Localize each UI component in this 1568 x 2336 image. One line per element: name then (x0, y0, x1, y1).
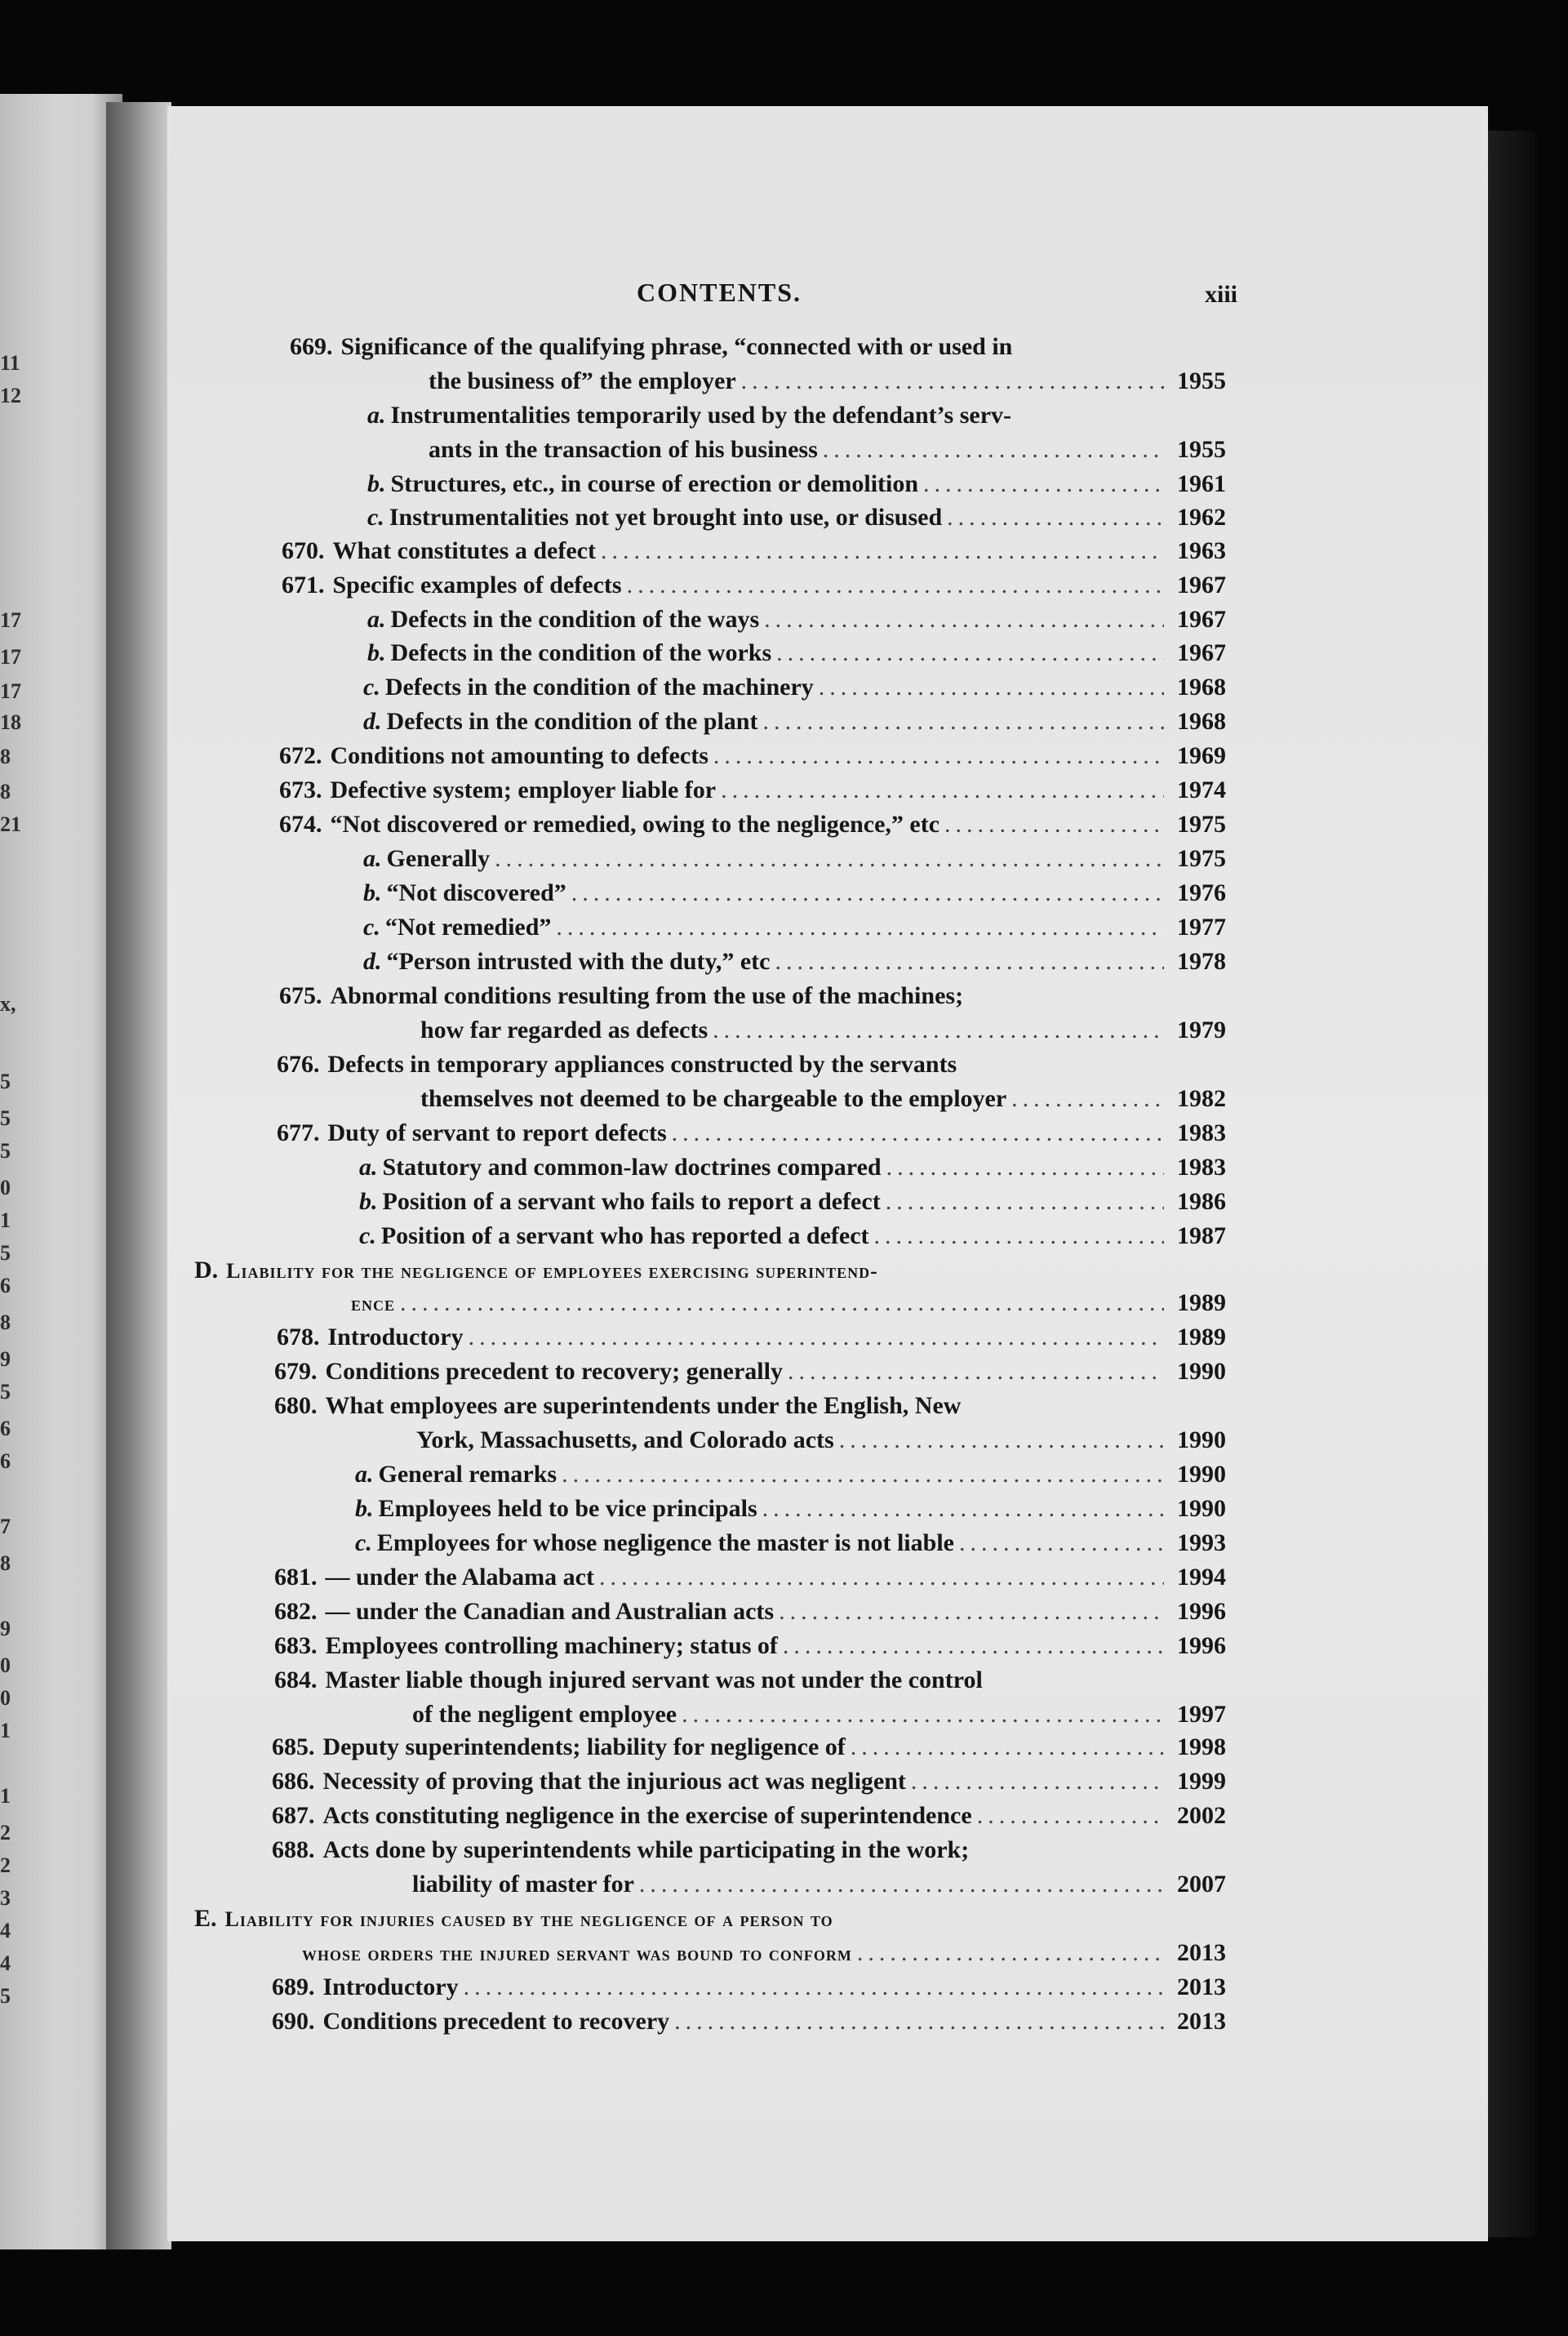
entry-title: Generally (386, 845, 491, 872)
margin-fragment: 5 (0, 1106, 11, 1130)
entry-title: What employees are superintendents under the English, New (325, 1392, 962, 1419)
subsection-letter: c. (363, 914, 380, 941)
margin-fragment: 3 (0, 1886, 11, 1910)
section-number: 678. (277, 1324, 320, 1350)
page-reference: 1976 (1177, 879, 1226, 906)
entry-title: What constitutes a defect (332, 537, 596, 564)
page-reference: 1999 (1177, 1768, 1226, 1795)
entry-title: ants in the transaction of his business (429, 436, 818, 463)
entry-title: Conditions precedent to recovery (322, 2008, 670, 2035)
dot-leader (495, 843, 1164, 875)
toc-entry (279, 740, 1226, 772)
page-reference: 1990 (1177, 1358, 1226, 1385)
dot-leader (874, 1220, 1164, 1253)
page-reference: 1996 (1177, 1632, 1226, 1659)
dot-leader (911, 1765, 1164, 1798)
page-header (0, 278, 1568, 314)
page-reference: 1967 (1177, 572, 1226, 598)
toc-entry (363, 843, 1226, 875)
section-number: 685. (272, 1733, 315, 1760)
toc-entry (416, 1424, 1226, 1457)
entry-title: Position of a servant who fails to report a defect (382, 1188, 881, 1215)
entry-title: Conditions not amounting to defects (330, 742, 708, 769)
subsection-letter: b. (367, 639, 386, 666)
margin-fragment: 5 (0, 1070, 11, 1093)
dot-leader (823, 434, 1164, 466)
entry-title: Employees held to be vice principals (378, 1495, 757, 1522)
entry-title: how far regarded as defects (420, 1017, 708, 1043)
toc-entry (274, 1390, 1226, 1422)
toc-entry (282, 569, 1226, 602)
section-number: 681. (274, 1564, 318, 1591)
toc-entry (272, 1834, 1226, 1867)
entry-title: Structures, etc., in course of erection or demolition (390, 470, 919, 497)
dot-leader (762, 1493, 1164, 1525)
section-number: 670. (282, 537, 325, 564)
dot-leader (923, 468, 1164, 501)
page-reference: 1983 (1177, 1119, 1226, 1146)
toc-entry (272, 1731, 1226, 1764)
margin-fragment: 2 (0, 1853, 11, 1877)
dot-leader (857, 1937, 1164, 1969)
toc-entry (274, 1630, 1226, 1662)
entry-title: York, Massachusetts, and Colorado acts (416, 1426, 834, 1453)
dot-leader (469, 1321, 1164, 1354)
toc-entry (355, 1458, 1226, 1491)
entry-title: Acts constituting negligence in the exercise of superintendence (322, 1802, 972, 1829)
toc-entry (363, 911, 1226, 944)
toc-entry (282, 535, 1226, 567)
margin-fragment: 8 (0, 1551, 11, 1575)
subsection-letter: b. (355, 1495, 374, 1522)
entry-title: Statutory and common-law doctrines compared (382, 1154, 882, 1181)
section-number: 683. (274, 1632, 318, 1659)
page-reference: 1990 (1177, 1461, 1226, 1488)
subsection-letter: b. (359, 1188, 378, 1215)
margin-fragment: 1 (0, 1784, 11, 1808)
section-number: 684. (274, 1666, 318, 1693)
section-number: 686. (272, 1768, 315, 1795)
toc-entry (359, 1186, 1226, 1218)
toc-entry (194, 1902, 1226, 1935)
dot-leader (959, 1527, 1164, 1560)
toc-entry (277, 1321, 1226, 1354)
dot-leader (775, 946, 1164, 978)
subsection-letter: c. (363, 674, 380, 701)
margin-fragment: 5 (0, 1139, 11, 1163)
dot-leader (944, 808, 1164, 841)
dot-leader (851, 1731, 1164, 1764)
entry-title: Instrumentalities not yet brought into use, or disused (389, 504, 943, 531)
dot-leader (783, 1630, 1164, 1662)
entry-title: Specific examples of defects (332, 572, 622, 598)
dot-leader (627, 569, 1164, 602)
page-reference: 2007 (1177, 1871, 1226, 1898)
entry-title: liability of master for (412, 1871, 634, 1898)
page-reference: 1994 (1177, 1564, 1226, 1591)
margin-fragment: 0 (0, 1686, 11, 1710)
dot-leader (556, 911, 1164, 944)
dot-leader (713, 740, 1164, 772)
dot-leader (571, 877, 1164, 910)
entry-title: “Person intrusted with the duty,” etc (386, 948, 771, 975)
margin-fragment: 17 (0, 645, 21, 669)
dot-leader (762, 705, 1164, 738)
margin-fragment: 8 (0, 1310, 11, 1334)
subsection-letter: c. (359, 1222, 376, 1249)
entry-title: Duty of servant to report defects (327, 1119, 667, 1146)
margin-fragment: 21 (0, 812, 21, 836)
entry-title: Defects in the condition of the machinery (384, 674, 814, 701)
toc-entry (351, 1287, 1226, 1319)
page-reference: 1989 (1177, 1289, 1226, 1316)
dot-leader (599, 1561, 1164, 1594)
page-reference: 1968 (1177, 708, 1226, 735)
section-letter: D. (194, 1257, 219, 1284)
page-reference: 1989 (1177, 1324, 1226, 1350)
toc-entry (367, 399, 1226, 432)
margin-fragment: 5 (0, 1984, 11, 2008)
dot-leader (682, 1698, 1164, 1731)
dot-leader (741, 365, 1164, 398)
subsection-letter: b. (363, 879, 382, 906)
entry-title: Introductory (327, 1324, 464, 1350)
toc-entry (272, 1971, 1226, 2004)
toc-entry (367, 637, 1226, 670)
margin-fragment: 9 (0, 1617, 11, 1640)
entry-title: the business of” the employer (429, 367, 736, 394)
section-number: 676. (277, 1051, 320, 1078)
section-number: 669. (290, 333, 333, 360)
page-reference: 1955 (1177, 367, 1226, 394)
toc-entry (363, 877, 1226, 910)
section-number: 680. (274, 1392, 318, 1419)
entry-title: Defective system; employer liable for (330, 776, 717, 803)
margin-fragment: 5 (0, 1241, 11, 1265)
page-reference: 1962 (1177, 504, 1226, 531)
entry-title: of the negligent employee (412, 1701, 677, 1728)
toc-entry (355, 1527, 1226, 1560)
toc-entry (302, 1937, 1226, 1969)
entry-title: Acts done by superintendents while participating in the work; (322, 1836, 970, 1863)
page-title: CONTENTS. (637, 278, 802, 307)
entry-title: Defects in the condition of the works (390, 639, 772, 666)
toc-entry (274, 1664, 1226, 1697)
page-reference: 1990 (1177, 1426, 1226, 1453)
entry-title: Position of a servant who has reported a defect (380, 1222, 869, 1249)
dot-leader (639, 1868, 1164, 1901)
page-number: xiii (1205, 281, 1238, 308)
margin-fragment: 1 (0, 1208, 11, 1232)
entry-title: General remarks (378, 1461, 557, 1488)
section-number: 677. (277, 1119, 320, 1146)
toc-entry (367, 603, 1226, 636)
toc-entry (277, 1117, 1226, 1150)
dot-leader (886, 1186, 1164, 1218)
margin-fragment: 4 (0, 1919, 11, 1942)
subsection-letter: d. (363, 708, 382, 735)
page-reference: 2002 (1177, 1802, 1226, 1829)
page-reference: 2013 (1177, 1973, 1226, 2000)
dot-leader (562, 1458, 1164, 1491)
subsection-letter: a. (359, 1154, 378, 1181)
entry-title: whose orders the injured servant was bound to conform (302, 1942, 852, 1965)
page-reference: 2013 (1177, 2008, 1226, 2035)
entry-title: Defects in the condition of the ways (390, 606, 760, 633)
subsection-letter: a. (367, 606, 386, 633)
subsection-letter: c. (355, 1529, 372, 1556)
subsection-letter: c. (367, 504, 384, 531)
toc-entry (420, 1014, 1226, 1047)
page-reference: 1955 (1177, 436, 1226, 463)
toc-entry (420, 1083, 1226, 1115)
section-number: 672. (279, 742, 322, 769)
toc-entry (290, 331, 1226, 363)
margin-fragment: 18 (0, 710, 21, 734)
dot-leader (400, 1287, 1164, 1319)
page-reference: 1979 (1177, 1017, 1226, 1043)
page-reference: 1993 (1177, 1529, 1226, 1556)
toc-entry (412, 1868, 1226, 1901)
entry-title: — under the Canadian and Australian acts (325, 1598, 775, 1625)
margin-fragment: 8 (0, 780, 11, 803)
margin-fragment: 0 (0, 1653, 11, 1677)
margin-fragment: 4 (0, 1951, 11, 1975)
subsection-letter: b. (367, 470, 386, 497)
margin-fragment: 8 (0, 745, 11, 768)
section-number: 671. (282, 572, 325, 598)
toc-entry (355, 1493, 1226, 1525)
toc-entry (274, 1355, 1226, 1388)
page-reference: 1982 (1177, 1085, 1226, 1112)
section-number: 689. (272, 1973, 315, 2000)
entry-title: Deputy superintendents; liability for negligence of (322, 1733, 846, 1760)
entry-title: “Not discovered or remedied, owing to the negligence,” etc (330, 811, 940, 838)
dot-leader (721, 774, 1164, 807)
margin-fragment: 0 (0, 1176, 11, 1199)
page-reference: 1986 (1177, 1188, 1226, 1215)
subsection-letter: d. (363, 948, 382, 975)
section-number: 679. (274, 1358, 318, 1385)
entry-title: Liability for the negligence of employees exercising superintend- (226, 1259, 878, 1283)
entry-title: Abnormal conditions resulting from the use of the machines; (330, 982, 964, 1009)
dot-leader (819, 671, 1164, 704)
section-number: 673. (279, 776, 322, 803)
entry-title: Employees for whose negligence the master is not liable (376, 1529, 954, 1556)
dot-leader (886, 1151, 1164, 1184)
toc-entry (274, 1595, 1226, 1628)
margin-fragment: 17 (0, 608, 21, 632)
entry-title: Employees controlling machinery; status of (325, 1632, 778, 1659)
margin-fragment: x, (0, 992, 16, 1016)
section-number: 687. (272, 1802, 315, 1829)
toc-entry (279, 980, 1226, 1012)
toc-entry (363, 705, 1226, 738)
dot-leader (713, 1014, 1164, 1047)
page-reference: 1967 (1177, 606, 1226, 633)
margin-fragment: 5 (0, 1380, 11, 1404)
entry-title: Necessity of proving that the injurious act was negligent (322, 1768, 906, 1795)
page-reference: 1975 (1177, 845, 1226, 872)
entry-title: themselves not deemed to be chargeable to the employer (420, 1085, 1007, 1112)
page-reference: 1987 (1177, 1222, 1226, 1249)
entry-title: Master liable though injured servant was not under the control (325, 1666, 983, 1693)
margin-fragment: 6 (0, 1449, 11, 1473)
dot-leader (601, 535, 1164, 567)
toc-entry (272, 1765, 1226, 1798)
entry-title: — under the Alabama act (325, 1564, 594, 1591)
page-reference: 1975 (1177, 811, 1226, 838)
section-number: 675. (279, 982, 322, 1009)
entry-title: “Not remedied” (384, 914, 552, 941)
entry-title: “Not discovered” (386, 879, 566, 906)
dot-leader (464, 1971, 1164, 2004)
margin-fragment: 17 (0, 679, 21, 703)
subsection-letter: a. (367, 402, 386, 429)
toc-entry (363, 671, 1226, 704)
subsection-letter: a. (363, 845, 382, 872)
toc-entry (412, 1698, 1226, 1731)
margin-fragment: 12 (0, 384, 21, 407)
margin-fragment: 1 (0, 1719, 11, 1742)
margin-fragment: 9 (0, 1347, 11, 1371)
page-reference: 1969 (1177, 742, 1226, 769)
page-reference: 1968 (1177, 674, 1226, 701)
dot-leader (1011, 1083, 1164, 1115)
entry-title: Liability for injuries caused by the negligence of a person to (224, 1907, 833, 1931)
toc-entry (359, 1220, 1226, 1253)
section-number: 688. (272, 1836, 315, 1863)
page-reference: 1978 (1177, 948, 1226, 975)
page-reference: 1967 (1177, 639, 1226, 666)
page-reference: 2013 (1177, 1939, 1226, 1966)
subsection-letter: a. (355, 1461, 374, 1488)
section-letter: E. (194, 1905, 217, 1932)
entry-title: Conditions precedent to recovery; generally (325, 1358, 783, 1385)
margin-fragment: 11 (0, 351, 20, 375)
dot-leader (788, 1355, 1164, 1388)
toc-entry (363, 946, 1226, 978)
dot-leader (776, 637, 1164, 670)
margin-fragment: 6 (0, 1274, 11, 1297)
margin-fragment: 2 (0, 1821, 11, 1844)
dot-leader (839, 1424, 1164, 1457)
toc-entry (274, 1561, 1226, 1594)
toc-entry (429, 365, 1226, 398)
dot-leader (947, 501, 1164, 534)
page-reference: 1963 (1177, 537, 1226, 564)
entry-title: Defects in temporary appliances constructed by the servants (327, 1051, 957, 1078)
dot-leader (764, 603, 1164, 636)
page-reference: 1974 (1177, 776, 1226, 803)
entry-title: Defects in the condition of the plant (386, 708, 758, 735)
margin-fragment: 7 (0, 1515, 11, 1538)
section-number: 674. (279, 811, 322, 838)
page-reference: 1997 (1177, 1701, 1226, 1728)
toc-entry (359, 1151, 1226, 1184)
page-reference: 1990 (1177, 1495, 1226, 1522)
toc-entry (272, 2005, 1226, 2038)
page-reference: 1961 (1177, 470, 1226, 497)
entry-title: Significance of the qualifying phrase, “connected with or used in (340, 333, 1013, 360)
toc-entry (367, 501, 1226, 534)
page-reference: 1977 (1177, 914, 1226, 941)
dot-leader (779, 1595, 1164, 1628)
margin-fragment: 6 (0, 1417, 11, 1440)
section-number: 682. (274, 1598, 318, 1625)
toc-entry (272, 1800, 1226, 1832)
dot-leader (977, 1800, 1164, 1832)
entry-title: Instrumentalities temporarily used by the defendant’s serv- (390, 402, 1012, 429)
page-reference: 1996 (1177, 1598, 1226, 1625)
toc-entry (367, 468, 1226, 501)
dot-leader (674, 2005, 1164, 2038)
toc-entry (279, 774, 1226, 807)
toc-entry (277, 1048, 1226, 1081)
toc-entry (194, 1254, 1226, 1287)
entry-title: Introductory (322, 1973, 459, 2000)
toc-entry (279, 808, 1226, 841)
dot-leader (672, 1117, 1164, 1150)
toc-entry (429, 434, 1226, 466)
entry-title: ence (351, 1292, 396, 1315)
page-reference: 1998 (1177, 1733, 1226, 1760)
page-reference: 1983 (1177, 1154, 1226, 1181)
section-number: 690. (272, 2008, 315, 2035)
